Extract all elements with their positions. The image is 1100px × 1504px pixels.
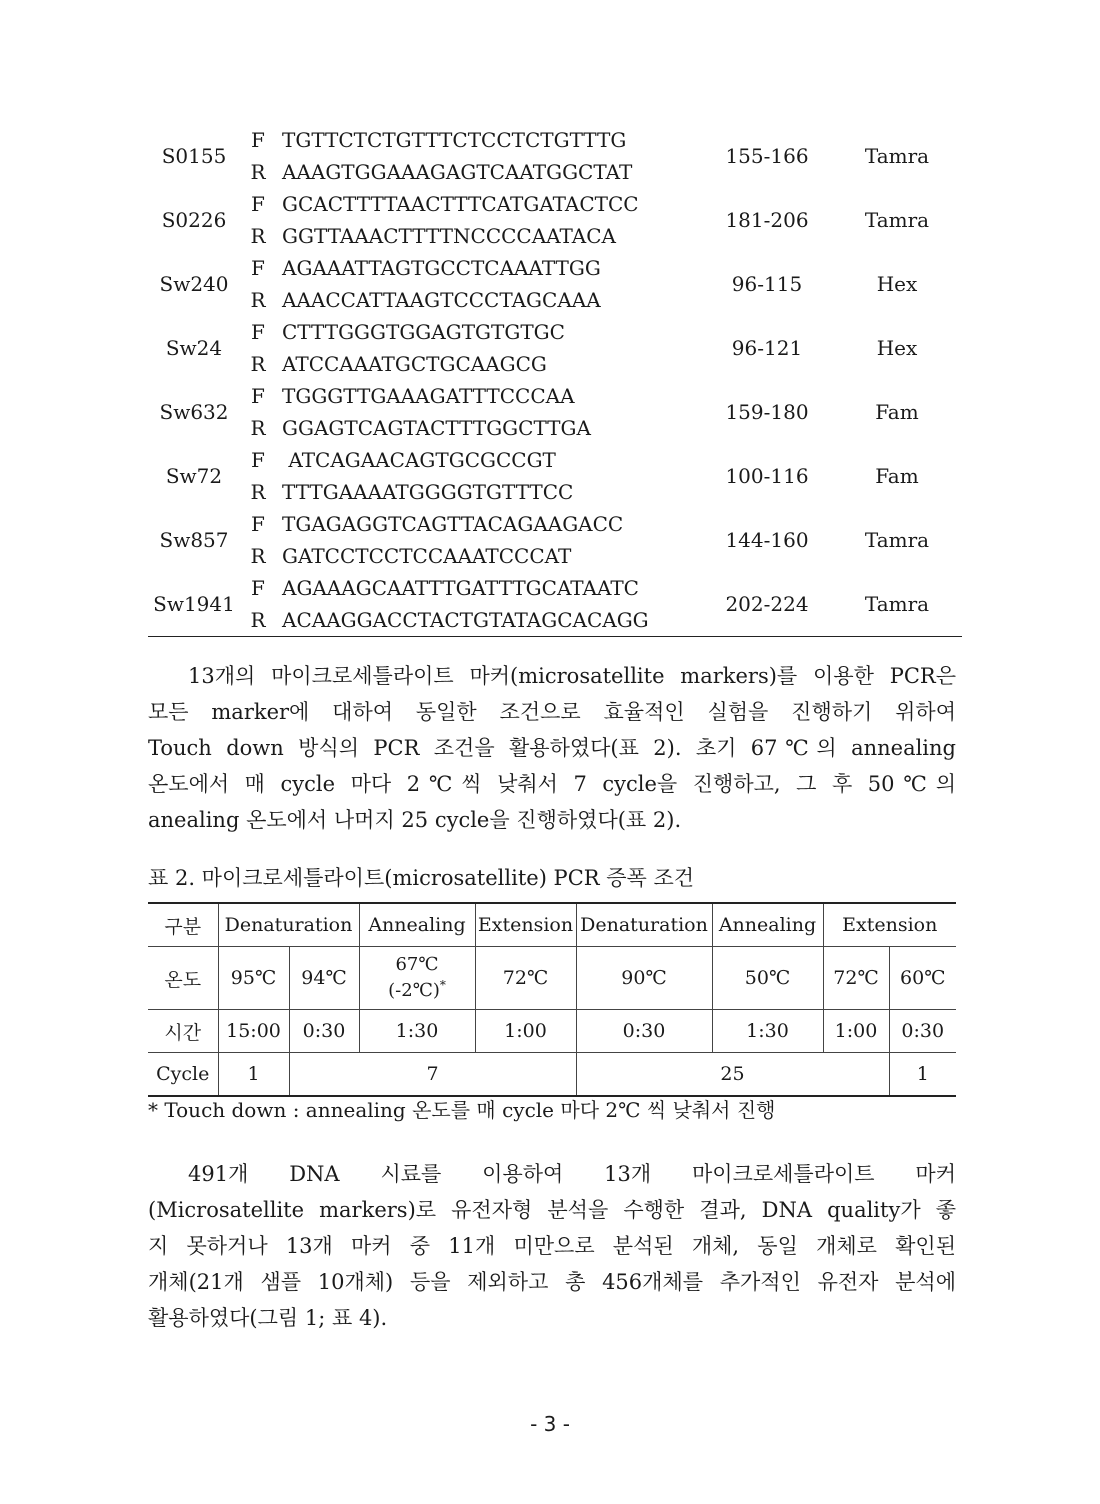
primer-direction: R bbox=[250, 416, 266, 440]
cycle-label: Cycle bbox=[148, 1053, 218, 1097]
primer-row-forward bbox=[148, 380, 962, 412]
time-cell: 0:30 bbox=[289, 1010, 359, 1053]
marker-name: Sw240 bbox=[159, 272, 229, 296]
primer-sequence: GGTTAAACTTTTNCCCCAATACA bbox=[282, 224, 616, 248]
header-denaturation: Denaturation bbox=[576, 903, 712, 947]
time-label: 시간 bbox=[148, 1010, 218, 1053]
primer-sequence: TGGGTTGAAAGATTTCCCAA bbox=[282, 384, 575, 408]
primer-direction: R bbox=[250, 160, 266, 184]
primer-sequence: AAACCATTAAGTCCCTAGCAAA bbox=[282, 288, 601, 312]
temp-cell: 90℃ bbox=[576, 947, 712, 1010]
pcr-cycle-row bbox=[148, 1053, 956, 1097]
primer-sequence: ACAAGGACCTACTGTATAGCACAGG bbox=[276, 604, 702, 637]
time-cell: 1:00 bbox=[475, 1010, 576, 1053]
footnote-mark: * bbox=[439, 978, 446, 992]
primer-direction: F bbox=[251, 384, 265, 408]
temp-cell: 72℃ bbox=[823, 947, 889, 1010]
temp-cell-touchdown bbox=[359, 947, 475, 1010]
header-extension: Extension bbox=[475, 903, 576, 947]
cycle-cell: 7 bbox=[289, 1053, 576, 1097]
temp-cell: 72℃ bbox=[475, 947, 576, 1010]
marker-name: Sw1941 bbox=[148, 572, 240, 637]
header-extension: Extension bbox=[823, 903, 956, 947]
primer-direction: F bbox=[251, 512, 265, 536]
temp-cell: 60℃ bbox=[889, 947, 956, 1010]
primer-sequence: AGAAAGCAATTTGATTTGCATAATC bbox=[282, 576, 639, 600]
primer-direction: R bbox=[250, 480, 266, 504]
primer-row-forward bbox=[148, 252, 962, 284]
cycle-cell: 1 bbox=[889, 1053, 956, 1097]
cycle-cell: 25 bbox=[576, 1053, 889, 1097]
pcr-conditions-table bbox=[148, 902, 956, 1097]
primer-sequence: CTTTGGGTGGAGTGTGTGC bbox=[282, 320, 565, 344]
primer-sequence: GGAGTCAGTACTTTGGCTTGA bbox=[282, 416, 591, 440]
paragraph-line: anealing 온도에서 나머지 25 cycle을 진행하였다(표 2). bbox=[148, 808, 682, 832]
table-footnote: * Touch down : annealing 온도를 매 cycle 마다 2℃ 씩 낮춰서 진행 bbox=[148, 1098, 776, 1122]
paragraph-line: 모든 marker에 대하여 동일한 조건으로 효율적인 실험을 진행하기 위하여 bbox=[148, 700, 956, 724]
marker-name: Sw72 bbox=[165, 464, 223, 488]
primer-sequence: ATCAGAACAGTGCGCCGT bbox=[282, 448, 556, 472]
marker-name: Sw632 bbox=[159, 400, 229, 424]
allele-size-range: 181-206 bbox=[725, 208, 809, 232]
temp-touchdown-start: 67℃ bbox=[395, 954, 439, 975]
allele-size-range: 100-116 bbox=[725, 464, 809, 488]
paragraph-line: 지 못하거나 13개 마커 중 11개 미만으로 분석된 개체, 동일 개체로 확인된 bbox=[148, 1234, 956, 1258]
header-annealing: Annealing bbox=[359, 903, 475, 947]
page-number: - 3 - bbox=[530, 1412, 570, 1436]
paragraph-line: 활용하였다(그림 1; 표 4). bbox=[148, 1306, 388, 1330]
primer-direction: F bbox=[251, 128, 265, 152]
fluorescent-dye: Tamra bbox=[864, 208, 930, 232]
pcr-time-row bbox=[148, 1010, 956, 1053]
paragraph-line: 491개 DNA 시료를 이용하여 13개 마이크로세틀라이트 마커 bbox=[188, 1162, 956, 1186]
primer-sequence: ATCCAAATGCTGCAAGCG bbox=[282, 352, 547, 376]
time-cell: 1:30 bbox=[712, 1010, 823, 1053]
primer-sequence: AAAGTGGAAAGAGTCAATGGCTAT bbox=[282, 160, 633, 184]
primer-table bbox=[148, 124, 962, 637]
primer-direction: R bbox=[250, 352, 266, 376]
pcr-header-row bbox=[148, 903, 956, 947]
primer-direction: F bbox=[251, 256, 265, 280]
allele-size-range: 96-115 bbox=[731, 272, 803, 296]
allele-size-range: 202-224 bbox=[702, 572, 832, 637]
header-annealing: Annealing bbox=[712, 903, 823, 947]
marker-name: S0155 bbox=[161, 144, 227, 168]
temp-cell: 95℃ bbox=[218, 947, 289, 1010]
primer-sequence: AGAAATTAGTGCCTCAAATTGG bbox=[282, 256, 601, 280]
primer-sequence: TGTTCTCTGTTTCTCCTCTGTTTG bbox=[282, 128, 627, 152]
time-cell: 0:30 bbox=[889, 1010, 956, 1053]
marker-name: S0226 bbox=[161, 208, 227, 232]
header-denaturation: Denaturation bbox=[218, 903, 359, 947]
fluorescent-dye: Hex bbox=[876, 336, 918, 360]
primer-direction: F bbox=[251, 448, 265, 472]
fluorescent-dye: Fam bbox=[875, 400, 919, 424]
primer-row-forward bbox=[148, 508, 962, 540]
paragraph-line: 개체(21개 샘플 10개체) 등을 제외하고 총 456개체를 추가적인 유전자 분석에 bbox=[148, 1270, 956, 1294]
fluorescent-dye: Fam bbox=[875, 464, 919, 488]
paragraph-pcr-conditions bbox=[148, 658, 956, 838]
primer-sequence: GATCCTCCTCCAAATCCCAT bbox=[282, 544, 572, 568]
primer-sequence: TTTGAAAATGGGGTGTTTCC bbox=[282, 480, 574, 504]
allele-size-range: 155-166 bbox=[725, 144, 809, 168]
pcr-temperature-row bbox=[148, 947, 956, 1010]
temp-cell: 50℃ bbox=[712, 947, 823, 1010]
fluorescent-dye: Tamra bbox=[864, 528, 930, 552]
primer-direction: R bbox=[250, 288, 266, 312]
paragraph-line: Touch down 방식의 PCR 조건을 활용하였다(표 2). 초기 67℃의 annealing bbox=[148, 736, 956, 760]
cycle-cell: 1 bbox=[218, 1053, 289, 1097]
primer-direction: F bbox=[251, 192, 265, 216]
paragraph-line: 13개의 마이크로세틀라이트 마커(microsatellite markers)를 이용한 PCR은 bbox=[188, 664, 956, 688]
allele-size-range: 159-180 bbox=[725, 400, 809, 424]
time-cell: 0:30 bbox=[576, 1010, 712, 1053]
fluorescent-dye: Tamra bbox=[864, 144, 930, 168]
allele-size-range: 96-121 bbox=[731, 336, 803, 360]
primer-row-forward bbox=[148, 124, 962, 156]
primer-direction: R bbox=[250, 544, 266, 568]
primer-direction: F bbox=[251, 320, 265, 344]
temp-cell: 94℃ bbox=[289, 947, 359, 1010]
primer-direction: R bbox=[250, 224, 266, 248]
primer-direction: F bbox=[251, 576, 265, 600]
primer-direction: R bbox=[240, 604, 276, 637]
primer-sequence: GCACTTTTAACTTTCATGATACTCC bbox=[282, 192, 639, 216]
header-label: 구분 bbox=[148, 903, 218, 947]
time-cell: 15:00 bbox=[218, 1010, 289, 1053]
primer-row-forward bbox=[148, 572, 962, 604]
marker-name: Sw857 bbox=[159, 528, 229, 552]
primer-row-forward bbox=[148, 444, 962, 476]
paragraph-line: 온도에서 매 cycle 마다 2℃씩 낮춰서 7 cycle을 진행하고, 그 후 50℃의 bbox=[148, 772, 956, 796]
paragraph-line: (Microsatellite markers)로 유전자형 분석을 수행한 결과, DNA quality가 좋 bbox=[148, 1198, 956, 1222]
paragraph-genotyping-results bbox=[148, 1156, 956, 1336]
primer-sequence: TGAGAGGTCAGTTACAGAAGACC bbox=[282, 512, 624, 536]
allele-size-range: 144-160 bbox=[725, 528, 809, 552]
marker-name: Sw24 bbox=[165, 336, 223, 360]
fluorescent-dye: Tamra bbox=[832, 572, 962, 637]
time-cell: 1:30 bbox=[359, 1010, 475, 1053]
time-cell: 1:00 bbox=[823, 1010, 889, 1053]
primer-row-forward bbox=[148, 316, 962, 348]
temp-touchdown-step: (-2℃) bbox=[388, 980, 440, 1001]
temp-label: 온도 bbox=[148, 947, 218, 1010]
fluorescent-dye: Hex bbox=[876, 272, 918, 296]
primer-row-forward bbox=[148, 188, 962, 220]
table2-caption: 표 2. 마이크로세틀라이트(microsatellite) PCR 증폭 조건 bbox=[148, 866, 695, 890]
